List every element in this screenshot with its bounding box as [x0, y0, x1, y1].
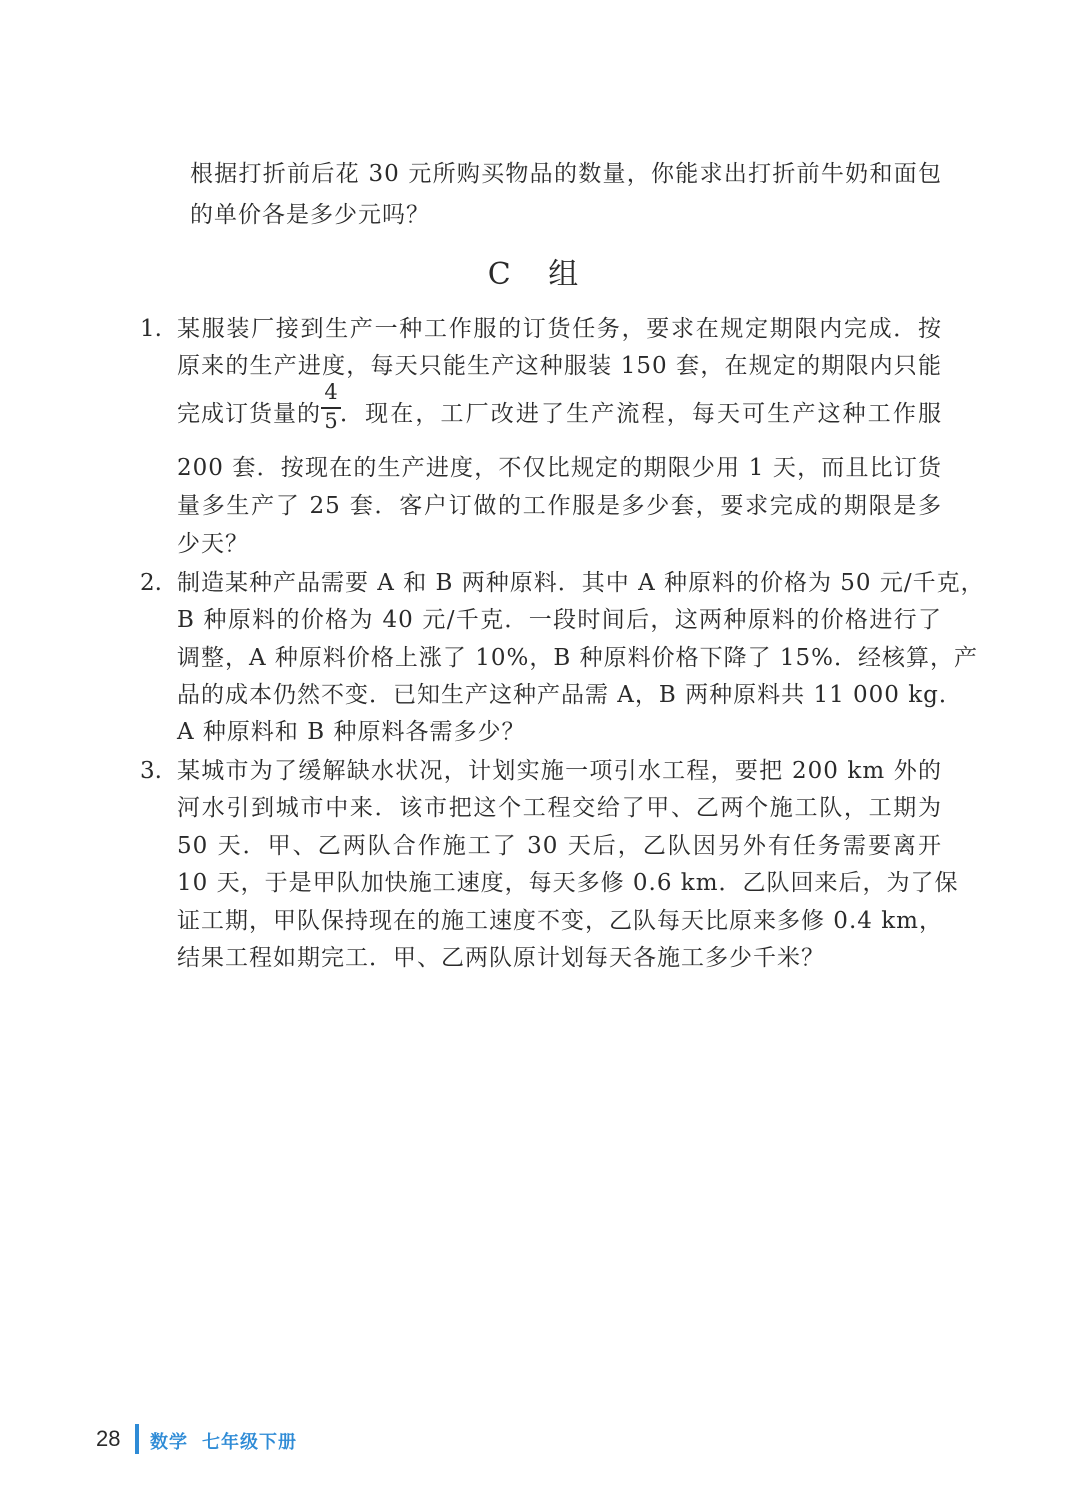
subject-label: 数学: [150, 1432, 188, 1453]
problem-1-line-3a: 完成订货量的: [177, 401, 321, 427]
problem-2-line-1: 制造某种产品需要 A 和 B 两种原料．其中 A 种原料的价格为 50 元/千克，: [177, 570, 985, 596]
intro-line-2: 的单价各是多少元吗？: [190, 202, 430, 228]
problem-3-number: 3.: [140, 758, 162, 784]
problem-2-line-5: A 种原料和 B 种原料各需多少？: [177, 719, 526, 745]
problem-1-line-5: 量多生产了 25 套．客户订做的工作服是多少套，要求完成的期限是多: [177, 493, 942, 519]
fraction-numerator: 4: [324, 380, 338, 404]
problem-3-line-1: 某城市为了缓解缺水状况，计划实施一项引水工程，要把 200 km 外的: [177, 758, 942, 784]
intro-line-1: 根据打折前后花 30 元所购买物品的数量，你能求出打折前牛奶和面包: [190, 161, 942, 187]
group-title: C 组: [487, 257, 593, 292]
problem-1-number: 1.: [140, 316, 162, 342]
problem-3-line-3: 50 天．甲、乙两队合作施工了 30 天后，乙队因另外有任务需要离开: [177, 833, 942, 859]
problem-1-line-3b: ．现在，工厂改进了生产流程，每天可生产这种工作服: [340, 401, 942, 427]
problem-3-line-6: 结果工程如期完工．甲、乙两队原计划每天各施工多少千米？: [177, 945, 825, 971]
footer-divider: [135, 1424, 139, 1454]
problem-3-line-2: 河水引到城市中来．该市把这个工程交给了甲、乙两个施工队，工期为: [177, 795, 942, 821]
problem-1-line-4: 200 套．按现在的生产进度，不仅比规定的期限少用 1 天，而且比订货: [177, 455, 942, 481]
page-number: 28: [96, 1426, 121, 1451]
problem-2-line-2: B 种原料的价格为 40 元/千克．一段时间后，这两种原料的价格进行了: [177, 607, 942, 633]
problem-2-line-4: 品的成本仍然不变．已知生产这种产品需 A，B 两种原料共 11 000 kg．: [177, 682, 963, 708]
volume-label: 七年级下册: [202, 1432, 297, 1453]
problem-1-line-6: 少天？: [177, 531, 249, 557]
problem-2-line-3: 调整，A 种原料价格上涨了 10%，B 种原料价格下降了 15%．经核算，产: [177, 645, 978, 671]
book-title: [150, 1428, 311, 1454]
problem-3-line-5: 证工期，甲队保持现在的施工速度不变，乙队每天比原来多修 0.4 km，: [177, 908, 943, 934]
problem-2-number: 2.: [140, 570, 162, 596]
problem-1-line-2: 原来的生产进度，每天只能生产这种服装 150 套，在规定的期限内只能: [177, 353, 942, 379]
fraction-denominator: 5: [324, 409, 338, 433]
problem-1-line-1: 某服装厂接到生产一种工作服的订货任务，要求在规定期限内完成．按: [177, 316, 942, 342]
problem-3-line-4: 10 天，于是甲队加快施工速度，每天多修 0.6 km．乙队回来后，为了保: [177, 870, 959, 896]
